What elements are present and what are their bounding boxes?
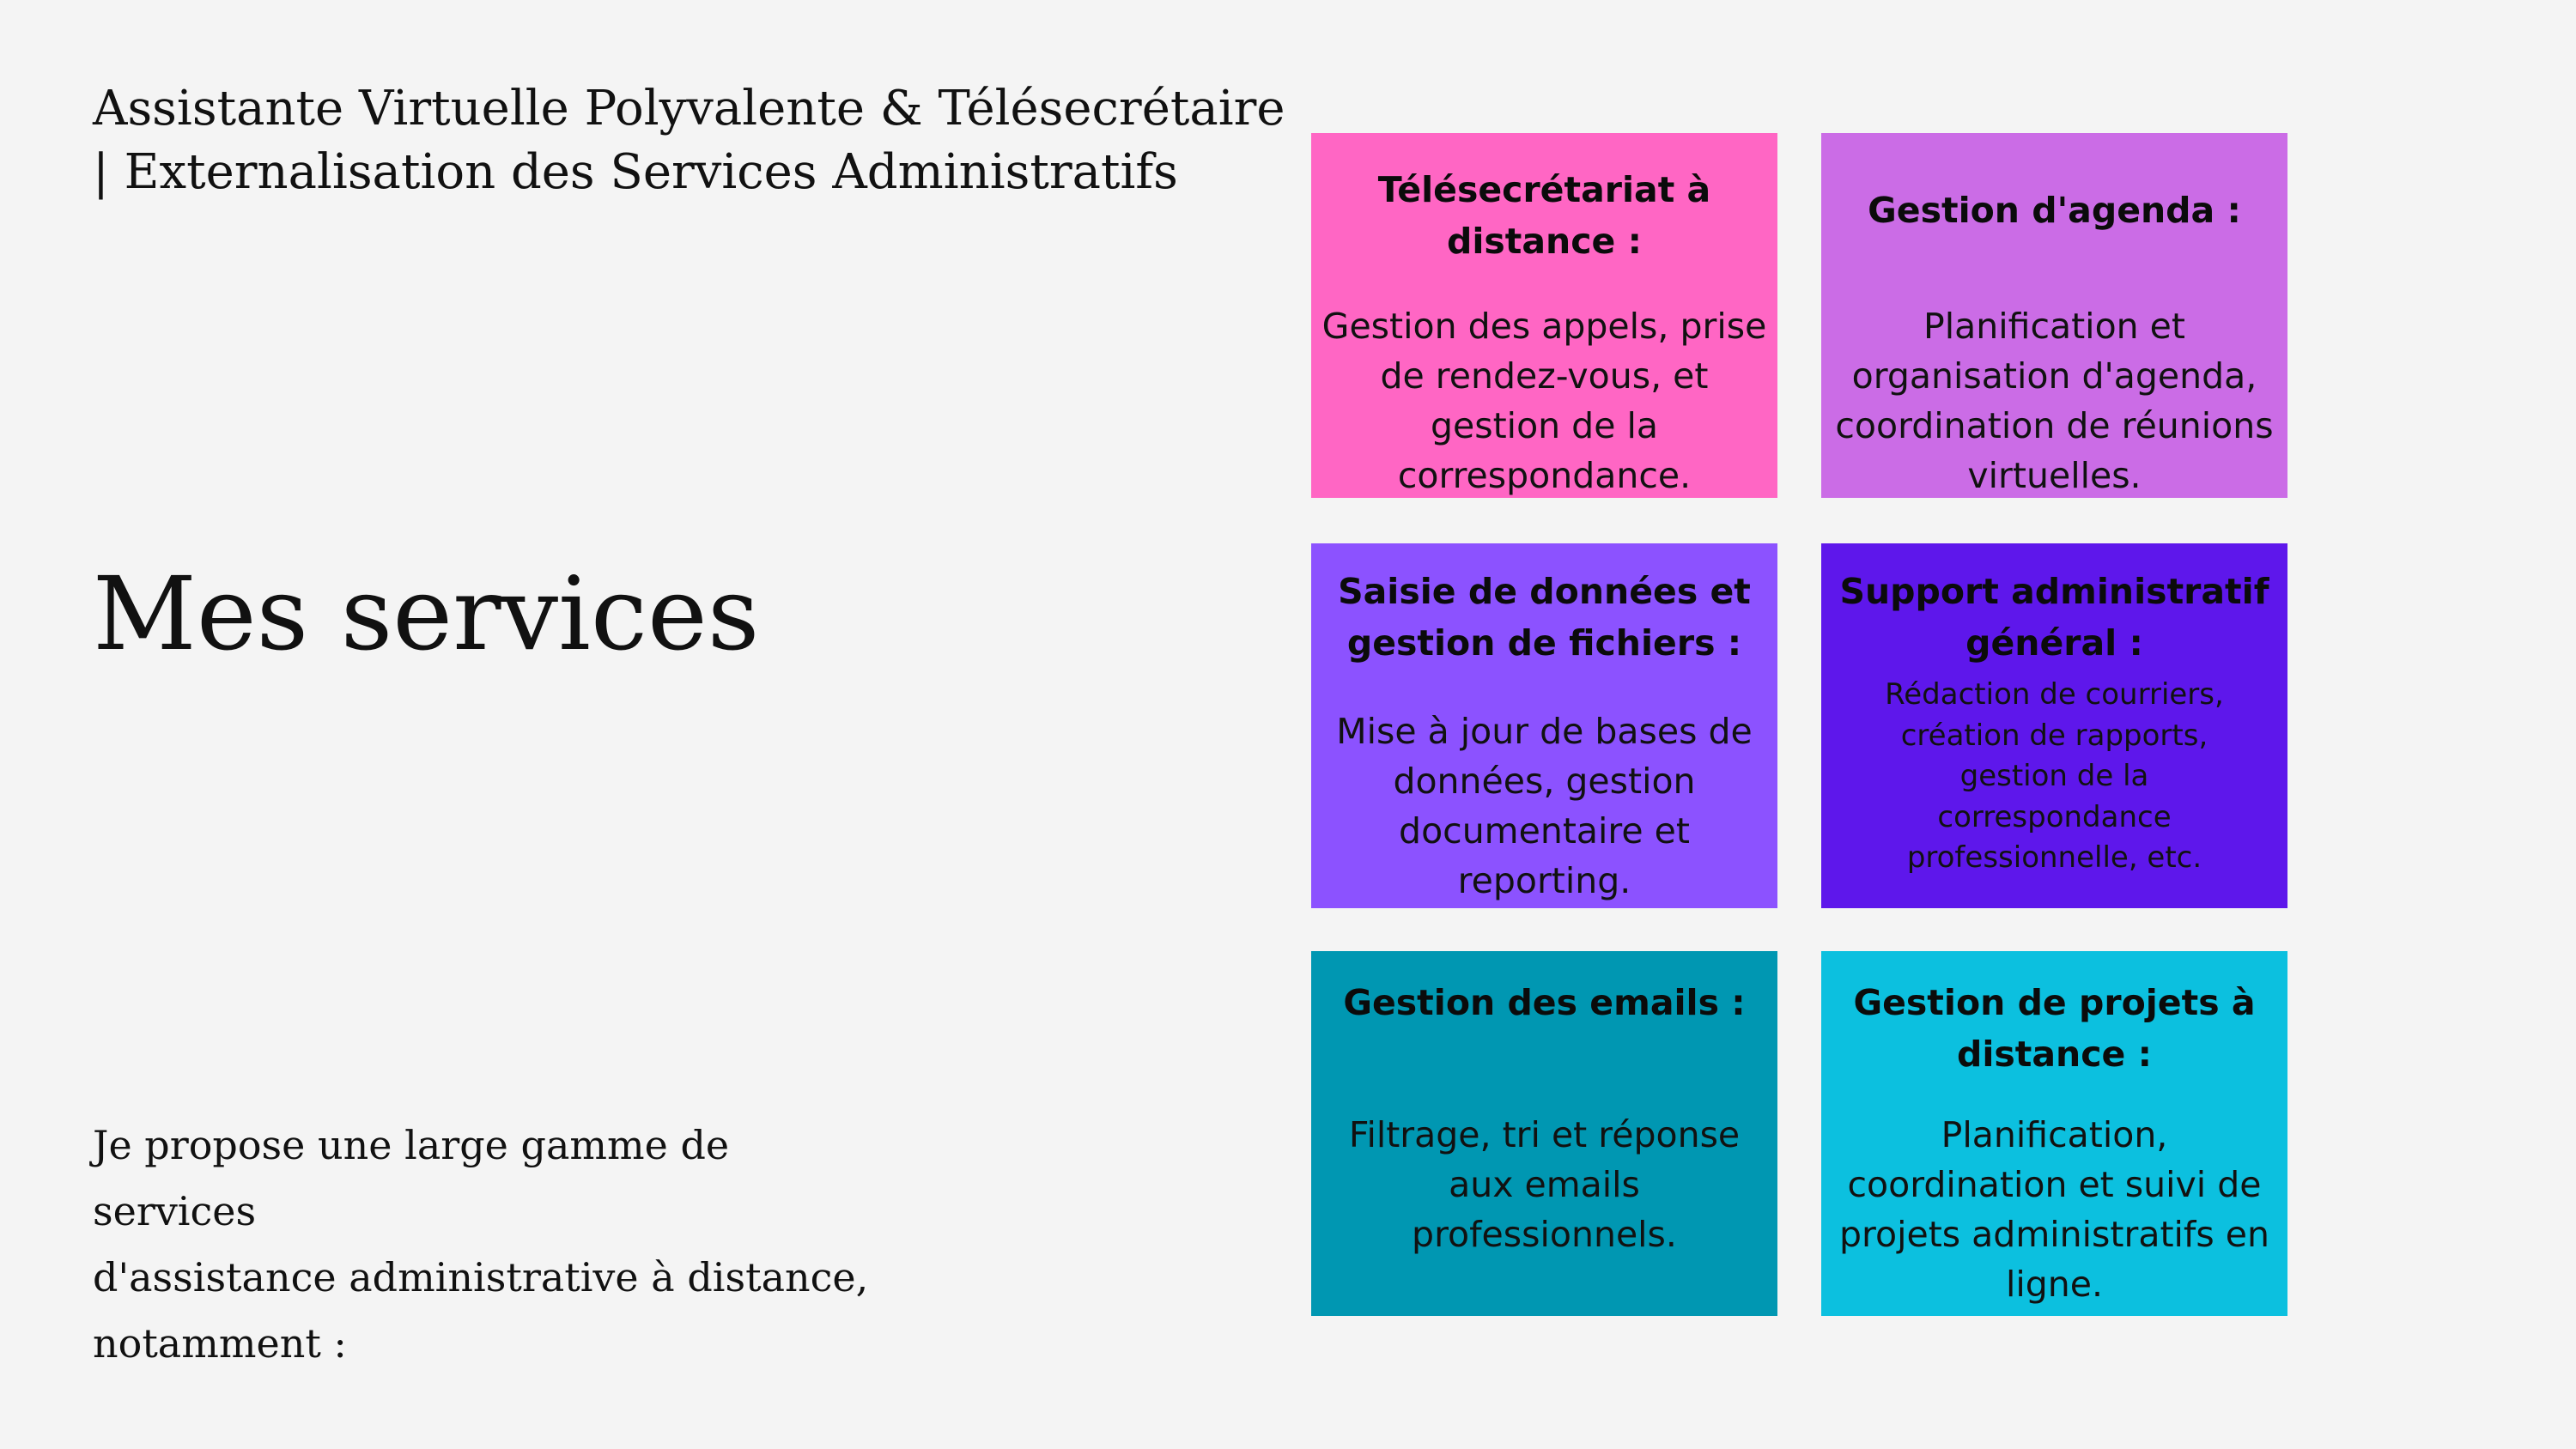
service-card-description: Mise à jour de bases de données, gestion documentaire et reporting.	[1336, 711, 1753, 901]
service-card-projects	[1821, 951, 2287, 1316]
service-card-emails	[1311, 951, 1777, 1316]
intro-line-3: notamment :	[93, 1320, 347, 1367]
service-card-description: Planification et organisation d'agenda, coordination de réunions virtuelles.	[1835, 306, 2274, 496]
service-card-description: Gestion des appels, prise de rendez-vous, et gestion de la correspondance.	[1321, 306, 1767, 496]
service-card-description: Filtrage, tri et réponse aux emails professionnels.	[1348, 1114, 1741, 1255]
service-card-description: Rédaction de courriers, création de rapports, gestion de la correspondance professionnelle, etc.	[1885, 677, 2224, 875]
header-title-line-2: | Externalisation des Services Administratifs	[93, 144, 1178, 200]
service-card-title: Gestion de projets à distance :	[1853, 982, 2256, 1075]
page-header-title	[93, 77, 1312, 204]
intro-line-1: Je propose une large gamme de services	[93, 1122, 730, 1234]
intro-paragraph	[93, 1113, 900, 1377]
service-card-telesecretariat	[1311, 133, 1777, 498]
service-card-description: Planification, coordination et suivi de projets administratifs en ligne.	[1839, 1114, 2269, 1305]
service-card-admin-support	[1821, 543, 2287, 908]
service-card-title: Saisie de données et gestion de fichiers :	[1338, 571, 1751, 664]
service-card-data-entry	[1311, 543, 1777, 908]
intro-line-2: d'assistance administrative à distance,	[93, 1254, 869, 1300]
service-card-title: Télésecrétariat à distance :	[1377, 169, 1711, 262]
service-card-title: Support administratif général :	[1839, 571, 2269, 664]
service-card-title: Gestion des emails :	[1343, 982, 1746, 1023]
service-card-title: Gestion d'agenda :	[1868, 190, 2241, 231]
service-card-agenda	[1821, 133, 2287, 498]
section-title: Mes services	[93, 555, 760, 673]
header-title-line-1: Assistante Virtuelle Polyvalente & Télésecrétaire	[93, 81, 1285, 136]
